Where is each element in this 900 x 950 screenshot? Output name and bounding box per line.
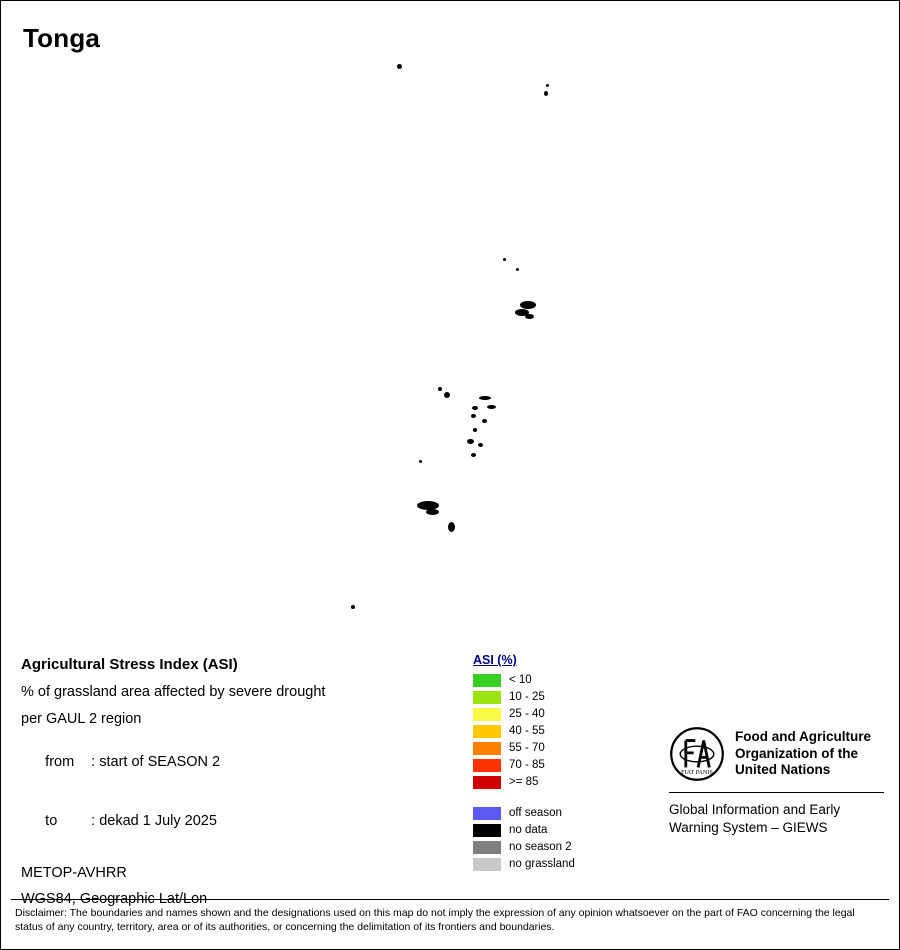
info-spacer: [21, 856, 451, 865]
disclaimer-divider: [11, 899, 889, 900]
island-shape: [544, 91, 548, 96]
legend-class-label: 10 - 25: [509, 691, 545, 703]
legend-special-label: off season: [509, 807, 562, 819]
fao-logo-icon: [669, 726, 725, 782]
legend-special-row: [473, 805, 673, 822]
island-shape: [397, 64, 402, 69]
legend-class-swatch: [473, 759, 501, 772]
legend-class-list: [473, 672, 673, 791]
island-shape: [546, 84, 549, 87]
legend-class-row: [473, 757, 673, 774]
fao-org-line-3: United Nations: [735, 762, 831, 778]
island-shape: [487, 405, 496, 409]
island-shape: [473, 428, 477, 432]
legend-class-label: 40 - 55: [509, 725, 545, 737]
legend-class-swatch: [473, 776, 501, 789]
info-heading: Agricultural Stress Index (ASI): [21, 656, 238, 673]
island-shape: [516, 268, 519, 271]
fao-branding: [669, 726, 884, 836]
fao-org-line-2: Organization of the: [735, 745, 858, 761]
legend-class-swatch: [473, 742, 501, 755]
island-shape: [472, 406, 478, 410]
legend-class-swatch: [473, 674, 501, 687]
fao-organization-name: [735, 729, 871, 780]
legend-class-label: >= 85: [509, 776, 539, 788]
map-canvas[interactable]: [1, 1, 900, 641]
legend-special-swatch: [473, 824, 501, 837]
fao-org-line-1: Food and Agriculture: [735, 728, 871, 744]
island-shape: [438, 387, 442, 391]
island-shape: [482, 419, 487, 423]
island-shape: [471, 414, 476, 418]
legend-special-row: [473, 822, 673, 839]
legend-class-row: [473, 723, 673, 740]
legend-class-swatch: [473, 708, 501, 721]
info-period-to: [21, 797, 451, 845]
island-shape: [444, 392, 450, 398]
legend-special-label: no season 2: [509, 841, 572, 853]
legend-class-row: [473, 774, 673, 791]
legend-special-row: [473, 856, 673, 873]
legend-special-swatch: [473, 807, 501, 820]
legend-title: ASI (%): [473, 653, 517, 667]
legend-class-swatch: [473, 691, 501, 704]
info-description-line-1: % of grassland area affected by severe drought: [21, 684, 326, 700]
island-shape: [351, 605, 355, 609]
disclaimer-text: Disclaimer: The boundaries and names shown and the designations used on this map do not imply the expression of any opinion whatsoever on the part of FAO concerning the legal status of any country, territory, area or of its authorities, or concerning the delimitation of its frontiers and boundaries.: [15, 907, 855, 934]
legend-special-swatch: [473, 841, 501, 854]
svg-text:FIAT PANIS: FIAT PANIS: [681, 770, 713, 777]
legend-special-row: [473, 839, 673, 856]
fao-divider: [669, 792, 884, 793]
asi-legend: [473, 653, 673, 873]
legend-special-label: no data: [509, 824, 548, 836]
period-to-label: to: [45, 813, 58, 829]
legend-class-row: [473, 672, 673, 689]
period-from-label: from: [45, 754, 75, 770]
page-title: Tonga: [23, 23, 101, 53]
legend-class-label: 25 - 40: [509, 708, 545, 720]
legend-class-row: [473, 706, 673, 723]
island-shape: [525, 314, 534, 319]
island-shape: [520, 301, 536, 309]
fao-system-name: [669, 801, 884, 836]
legend-class-row: [473, 740, 673, 757]
fao-system-line-1: Global Information and Early: [669, 802, 841, 817]
legend-class-swatch: [473, 725, 501, 738]
period-to-value: : dekad 1 July 2025: [91, 813, 217, 829]
fao-system-line-2: Warning System – GIEWS: [669, 819, 828, 835]
island-shape: [448, 522, 455, 532]
island-shape: [426, 509, 439, 515]
legend-class-row: [473, 689, 673, 706]
island-shape: [467, 439, 474, 444]
legend-class-label: < 10: [509, 674, 532, 686]
legend-special-list: [473, 805, 673, 873]
island-shape: [471, 453, 476, 457]
period-from-value: : start of SEASON 2: [91, 754, 221, 770]
legend-special-swatch: [473, 858, 501, 871]
island-shape: [503, 258, 506, 261]
legend-class-label: 55 - 70: [509, 742, 545, 754]
island-shape: [478, 443, 483, 447]
island-shape: [419, 460, 422, 463]
info-sensor: METOP-AVHRR: [21, 865, 127, 881]
info-projection: WGS84, Geographic Lat/Lon: [21, 891, 208, 907]
info-description-line-2: per GAUL 2 region: [21, 711, 142, 727]
legend-spacer: [473, 791, 673, 805]
fao-header: [669, 726, 884, 782]
legend-special-label: no grassland: [509, 858, 575, 870]
island-shape: [479, 396, 491, 400]
map-info-block: [21, 656, 451, 917]
info-period-from: [21, 738, 451, 786]
legend-class-label: 70 - 85: [509, 759, 545, 771]
